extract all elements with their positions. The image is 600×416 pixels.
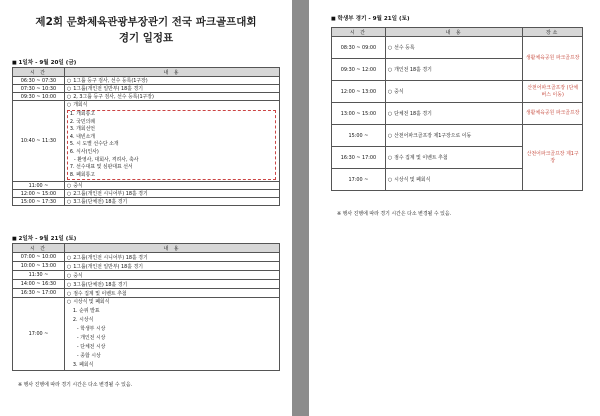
header-time: 시 간 — [13, 68, 65, 77]
table-cell-event: ○ 점수 집계 및 이벤트 추첨 — [64, 289, 279, 298]
table-cell-time: 11:00 ~ — [13, 182, 65, 190]
footnote: ※ 행사 진행에 따라 경기 시간은 다소 변경될 수 있음. — [18, 382, 133, 388]
table-cell-time: 08:30 ~ 09:00 — [332, 37, 386, 59]
table-cell-event: ○ 1그룹(개인전 일반부) 18홀 경기 — [64, 262, 279, 271]
footnote: ※ 행사 진행에 따라 경기 시간은 다소 변경될 수 있음. — [337, 211, 452, 217]
table-cell-event: ○ 점수 집계 및 이벤트 추첨 — [385, 147, 523, 169]
table-cell-event: ○ 2, 3그룹 등구 검사, 선수 등록(1구장) — [64, 93, 279, 101]
student-schedule-table — [331, 27, 583, 191]
table-cell-place: 산천어파크골프장 제1구장 — [523, 125, 583, 191]
document-page-left — [0, 0, 292, 416]
header-time: 시 간 — [13, 244, 65, 253]
day2-heading: ■ 2일차 - 9월 21일 (토) — [12, 234, 76, 242]
award-program-list: 1. 순위 발표 2. 시상식 - 학생부 시상 - 개인전 시상 - 단체전 시상 - 종합 시상 3. 폐회식 — [72, 308, 106, 368]
student-heading: ■ 학생부 경기 - 9월 21일 (토) — [331, 14, 410, 22]
table-cell-time: 15:00 ~ 17:30 — [13, 198, 65, 206]
table-cell-place: 생활체육공원 파크골프장 — [523, 103, 583, 125]
table-cell-event: ○ 개회식 1. 개회통고 2. 국민의례 3. 개회선언 4. 내빈소개 5. 시 도별 선수단 소개 6. 식사(인사) - 환영사, 대회사, 격려사, 축사 7. 선수대표 및 심판대표 선서 8. 폐회통고 — [64, 101, 279, 182]
table-cell-event: ○ 1그룹 등구 검사, 선수 등록(1구장) — [64, 77, 279, 85]
header-place: 장소 — [523, 28, 583, 37]
table-cell-time: 12:00 ~ 13:00 — [332, 81, 386, 103]
table-cell-time: 15:00 ~ — [332, 125, 386, 147]
table-cell-time: 14:00 ~ 16:30 — [13, 280, 65, 289]
table-cell-event: ○ 1그룹(개인전 일반부) 18홀 경기 — [64, 85, 279, 93]
table-cell-time: 09:30 ~ 12:00 — [332, 59, 386, 81]
ceremony-program-list: 1. 개회통고 2. 국민의례 3. 개회선언 4. 내빈소개 5. 시 도별 선수단 소개 6. 식사(인사) - 환영사, 대회사, 격려사, 축사 7. 선수대표 및 심판대표 선서 8. 폐회통고 — [67, 110, 276, 180]
table-cell-event: ○ 개인전 18홀 경기 — [385, 59, 523, 81]
table-cell-time: 06:30 ~ 07:30 — [13, 77, 65, 85]
table-cell-place: 생활체육공원 파크골프장 — [523, 37, 583, 81]
table-cell-time: 07:00 ~ 10:00 — [13, 253, 65, 262]
table-cell-event: ○ 선수 등록 — [385, 37, 523, 59]
table-cell-time: 07:30 ~ 10:30 — [13, 85, 65, 93]
table-cell-event: ○ 단체전 18홀 경기 — [385, 103, 523, 125]
day1-schedule-table — [12, 67, 280, 206]
day2-schedule-table — [12, 243, 280, 371]
table-cell-event: ○ 시상식 및 폐회식 1. 순위 발표 2. 시상식 - 학생부 시상 - 개인전 시상 - 단체전 시상 - 종합 시상 3. 폐회식 — [64, 298, 279, 371]
table-cell-event: ○ 중식 — [385, 81, 523, 103]
table-cell-time: 16:30 ~ 17:00 — [13, 289, 65, 298]
table-cell-event: ○ 3그룹(단체전) 18홀 경기 — [64, 280, 279, 289]
table-cell-event: ○ 3그룹(단체전) 18홀 경기 — [64, 198, 279, 206]
header-content: 내 용 — [64, 68, 279, 77]
table-cell-event: ○ 중식 — [64, 271, 279, 280]
table-cell-event: ○ 시상식 및 폐회식 — [385, 169, 523, 191]
header-content: 내 용 — [385, 28, 523, 37]
table-cell-time: 17:00 ~ — [13, 298, 65, 371]
table-cell-event: ○ 산천어파크골프장 제1구장으로 이동 — [385, 125, 523, 147]
table-cell-event: ○ 2그룹(개인전 시니어부) 18홀 경기 — [64, 190, 279, 198]
table-cell-event: ○ 2그룹(개인전 시니어부) 18홀 경기 — [64, 253, 279, 262]
table-cell-time: 10:40 ~ 11:30 — [13, 101, 65, 182]
table-cell-place: 산천어파크골프장 (단체버스 이동) — [523, 81, 583, 103]
table-cell-time: 10:00 ~ 13:00 — [13, 262, 65, 271]
table-cell-event: ○ 중식 — [64, 182, 279, 190]
document-subtitle: 경기 일정표 — [118, 32, 174, 44]
day1-heading: ■ 1일차 - 9월 20일 (금) — [12, 58, 76, 66]
header-time: 시 간 — [332, 28, 386, 37]
document-title: 제2회 문화체육관광부장관기 전국 파크골프대회 — [35, 16, 257, 28]
table-cell-time: 17:00 ~ — [332, 169, 386, 191]
table-cell-time: 11:30 ~ — [13, 271, 65, 280]
table-cell-time: 12:00 ~ 15:00 — [13, 190, 65, 198]
table-cell-time: 13:00 ~ 15:00 — [332, 103, 386, 125]
table-cell-time: 09:30 ~ 10:00 — [13, 93, 65, 101]
header-content: 내 용 — [64, 244, 279, 253]
table-cell-time: 16:30 ~ 17:00 — [332, 147, 386, 169]
document-page-right — [309, 0, 600, 416]
